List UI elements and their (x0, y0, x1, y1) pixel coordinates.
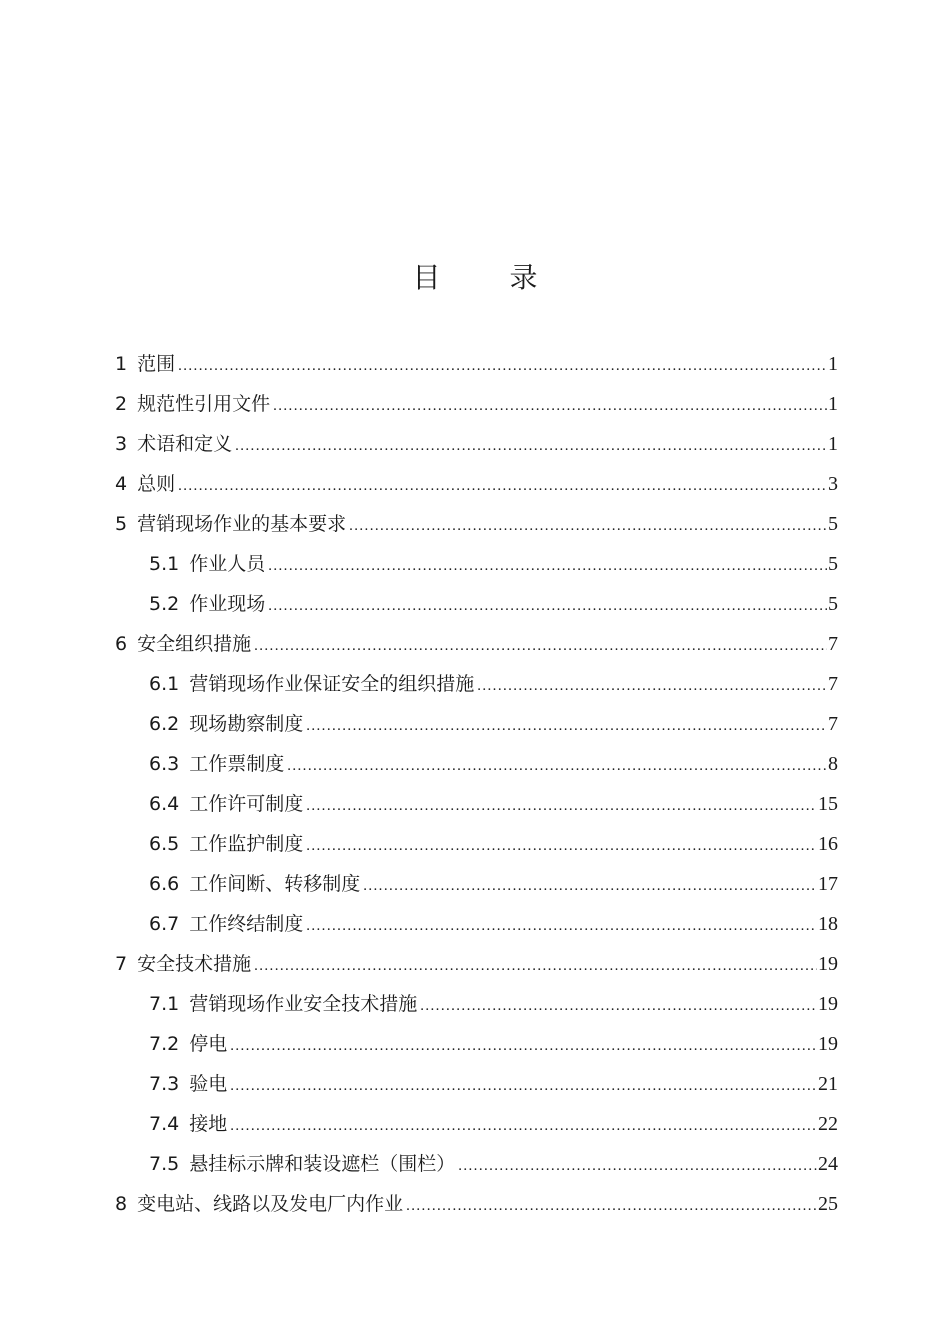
toc-entry-number: 6.4 (149, 793, 180, 815)
toc-entry[interactable] (115, 1027, 838, 1067)
toc-entry-page: 1 (828, 433, 838, 455)
toc-entry-label: 接地 (189, 1113, 228, 1135)
toc-entry-label: 悬挂标示牌和装设遮栏（围栏） (189, 1153, 456, 1175)
table-of-contents (115, 347, 838, 1227)
toc-entry-number: 4 (115, 473, 128, 495)
toc-entry-number: 6.5 (149, 833, 180, 855)
toc-entry-label: 营销现场作业安全技术措施 (189, 993, 418, 1015)
toc-entry-label: 工作监护制度 (189, 833, 304, 855)
toc-entry-number: 6 (115, 633, 128, 655)
toc-entry[interactable] (115, 787, 838, 827)
toc-entry-page: 1 (828, 353, 838, 375)
toc-entry-label: 作业现场 (189, 593, 266, 615)
dot-leader (306, 709, 827, 743)
dot-leader (420, 989, 817, 1023)
toc-entry-page: 16 (818, 833, 838, 855)
dot-leader (254, 629, 827, 663)
toc-entry-page: 19 (818, 1033, 838, 1055)
toc-entry-number: 6.2 (149, 713, 180, 735)
toc-entry[interactable] (115, 507, 838, 547)
toc-entry-page: 5 (828, 593, 838, 615)
toc-entry[interactable] (115, 387, 838, 427)
toc-entry[interactable] (115, 947, 838, 987)
toc-entry-number: 2 (115, 393, 128, 415)
dot-leader (230, 1069, 817, 1103)
dot-leader (287, 749, 827, 783)
toc-entry-page: 17 (818, 873, 838, 895)
dot-leader (254, 949, 817, 983)
toc-entry[interactable] (115, 707, 838, 747)
toc-entry-label: 营销现场作业保证安全的组织措施 (189, 673, 475, 695)
toc-entry-number: 6.3 (149, 753, 180, 775)
toc-entry-number: 6.6 (149, 873, 180, 895)
toc-entry-label: 变电站、线路以及发电厂内作业 (137, 1193, 404, 1215)
toc-entry-page: 24 (818, 1153, 838, 1175)
toc-entry[interactable] (115, 867, 838, 907)
toc-entry-number: 6.1 (149, 673, 180, 695)
dot-leader (349, 509, 827, 543)
dot-leader (268, 589, 827, 623)
toc-entry-page: 5 (828, 553, 838, 575)
toc-entry-label: 工作许可制度 (189, 793, 304, 815)
toc-entry[interactable] (115, 907, 838, 947)
toc-entry[interactable] (115, 667, 838, 707)
toc-entry[interactable] (115, 1187, 838, 1227)
toc-entry-label: 总则 (137, 473, 176, 495)
dot-leader (178, 469, 827, 503)
dot-leader (178, 349, 827, 383)
toc-entry-number: 3 (115, 433, 128, 455)
toc-entry[interactable] (115, 827, 838, 867)
toc-entry-label: 安全组织措施 (137, 633, 252, 655)
toc-entry-label: 工作间断、转移制度 (189, 873, 361, 895)
toc-entry-label: 安全技术措施 (137, 953, 252, 975)
dot-leader (268, 549, 827, 583)
toc-entry-label: 现场勘察制度 (189, 713, 304, 735)
toc-entry-label: 范围 (137, 353, 176, 375)
toc-entry[interactable] (115, 987, 838, 1027)
toc-entry-page: 22 (818, 1113, 838, 1135)
dot-leader (306, 829, 817, 863)
toc-entry-number: 8 (115, 1193, 128, 1215)
toc-entry[interactable] (115, 587, 838, 627)
toc-entry[interactable] (115, 1147, 838, 1187)
dot-leader (230, 1109, 817, 1143)
toc-entry[interactable] (115, 547, 838, 587)
toc-title: 目 录 (412, 261, 568, 294)
toc-entry-label: 工作票制度 (189, 753, 285, 775)
toc-entry-label: 营销现场作业的基本要求 (137, 513, 347, 535)
toc-entry-page: 21 (818, 1073, 838, 1095)
dot-leader (458, 1149, 817, 1183)
toc-entry-number: 7.3 (149, 1073, 180, 1095)
toc-entry-label: 验电 (189, 1073, 228, 1095)
toc-entry-page: 7 (828, 673, 838, 695)
dot-leader (477, 669, 827, 703)
toc-entry-label: 停电 (189, 1033, 228, 1055)
toc-entry-page: 19 (818, 953, 838, 975)
toc-entry[interactable] (115, 1107, 838, 1147)
toc-entry-number: 7 (115, 953, 128, 975)
dot-leader (363, 869, 817, 903)
toc-entry-page: 1 (828, 393, 838, 415)
toc-entry-label: 工作终结制度 (189, 913, 304, 935)
toc-entry-number: 7.1 (149, 993, 180, 1015)
toc-entry-number: 7.5 (149, 1153, 180, 1175)
toc-entry-number: 1 (115, 353, 128, 375)
toc-entry-page: 7 (828, 633, 838, 655)
toc-entry-number: 6.7 (149, 913, 180, 935)
dot-leader (306, 909, 817, 943)
toc-entry-number: 7.4 (149, 1113, 180, 1135)
toc-entry-number: 5.2 (149, 593, 180, 615)
toc-entry[interactable] (115, 427, 838, 467)
toc-entry-page: 5 (828, 513, 838, 535)
toc-entry[interactable] (115, 747, 838, 787)
toc-entry-number: 7.2 (149, 1033, 180, 1055)
toc-entry[interactable] (115, 627, 838, 667)
dot-leader (406, 1189, 817, 1223)
toc-entry[interactable] (115, 1067, 838, 1107)
toc-entry-number: 5.1 (149, 553, 180, 575)
toc-entry-label: 规范性引用文件 (137, 393, 271, 415)
toc-entry-page: 7 (828, 713, 838, 735)
toc-entry-page: 8 (828, 753, 838, 775)
toc-entry-page: 3 (828, 473, 838, 495)
toc-entry-number: 5 (115, 513, 128, 535)
toc-entry-label: 作业人员 (189, 553, 266, 575)
dot-leader (306, 789, 817, 823)
toc-entry-page: 18 (818, 913, 838, 935)
dot-leader (273, 389, 827, 423)
toc-entry[interactable] (115, 347, 838, 387)
dot-leader (235, 429, 827, 463)
toc-entry[interactable] (115, 467, 838, 507)
toc-entry-page: 25 (818, 1193, 838, 1215)
toc-entry-page: 15 (818, 793, 838, 815)
toc-entry-page: 19 (818, 993, 838, 1015)
toc-entry-label: 术语和定义 (137, 433, 233, 455)
dot-leader (230, 1029, 817, 1063)
